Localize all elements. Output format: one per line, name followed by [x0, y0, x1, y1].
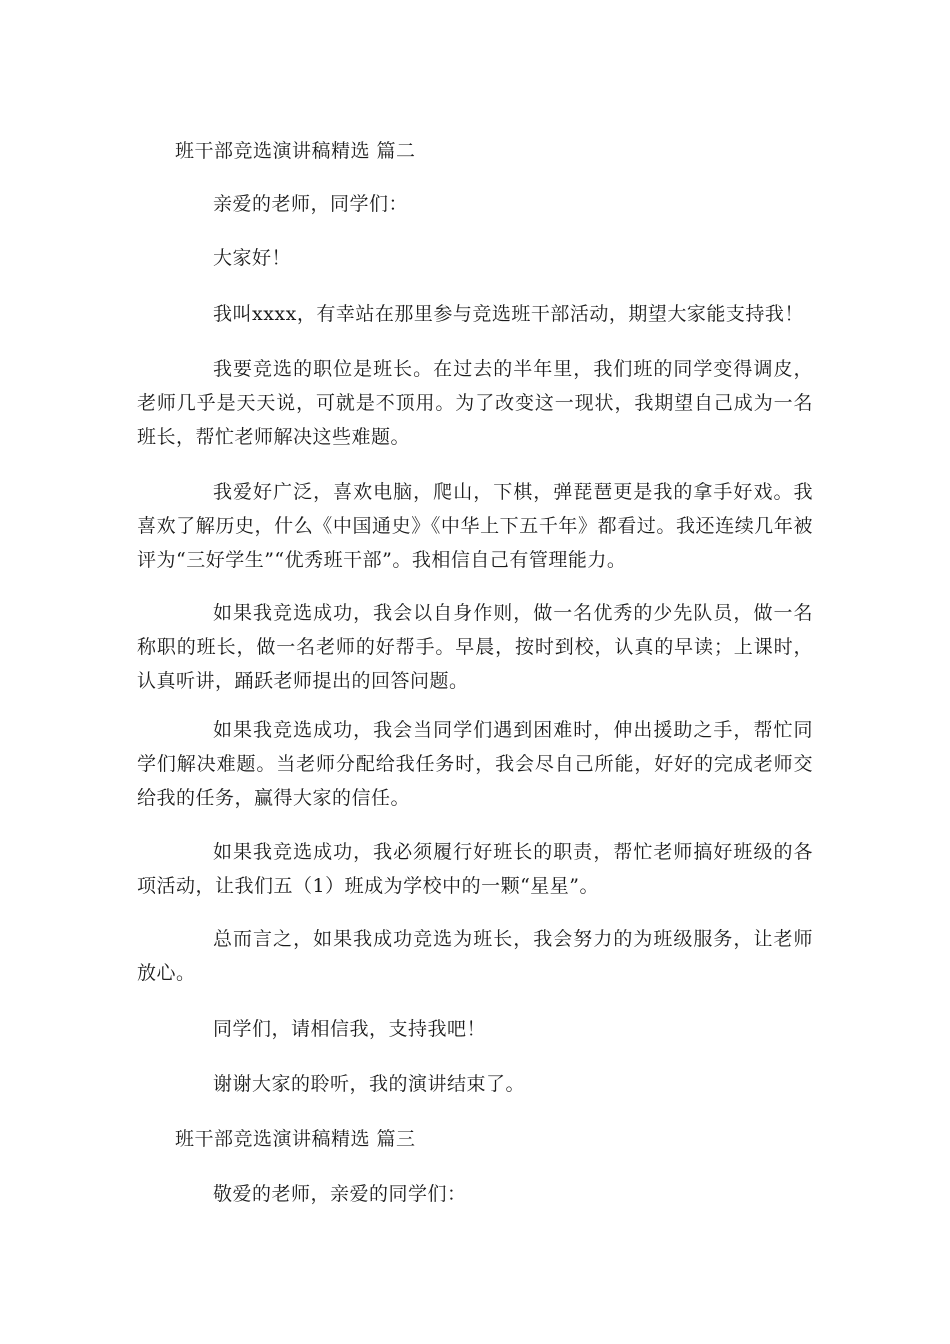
- greeting-section-3: 敬爱的老师，亲爱的同学们：: [213, 1183, 467, 1205]
- section-2-title: 班干部竞选演讲稿精选 篇二: [175, 140, 416, 162]
- paragraph-support: 同学们，请相信我，支持我吧！: [213, 1018, 487, 1040]
- paragraph-summary: 总而言之，如果我成功竞选为班长，我会努力的为班级服务，让老师放心。: [137, 928, 813, 984]
- paragraph-promise-1: 如果我竞选成功，我会以自身作则，做一名优秀的少先队员，做一名称职的班长，做一名老师的好帮手。早晨，按时到校，认真的早读；上课时，认真听讲，踊跃老师提出的回答问题。: [137, 602, 813, 692]
- section-3-title: 班干部竞选演讲稿精选 篇三: [175, 1128, 416, 1150]
- greeting: 亲爱的老师，同学们：: [213, 193, 409, 215]
- paragraph-thanks: 谢谢大家的聆听，我的演讲结束了。: [213, 1073, 526, 1095]
- hello-line: 大家好！: [213, 247, 292, 269]
- paragraph-hobbies: 我爱好广泛，喜欢电脑，爬山，下棋，弹琵琶更是我的拿手好戏。我喜欢了解历史，什么《中国通史》《中华上下五千年》都看过。我还连续几年被评为“三好学生”“优秀班干部”。我相信自己有管理能力。: [137, 481, 813, 571]
- paragraph-promise-2: 如果我竞选成功，我会当同学们遇到困难时，伸出援助之手，帮忙同学们解决难题。当老师分配给我任务时，我会尽自己所能，好好的完成老师交给我的任务，赢得大家的信任。: [137, 719, 813, 809]
- paragraph-intro: 我叫xxxx，有幸站在那里参与竞选班干部活动，期望大家能支持我！: [213, 303, 804, 325]
- paragraph-position: 我要竞选的职位是班长。在过去的半年里，我们班的同学变得调皮，老师几乎是天天说，可就是不顶用。为了改变这一现状，我期望自己成为一名班长，帮忙老师解决这些难题。: [137, 358, 813, 448]
- paragraph-promise-3: 如果我竞选成功，我必须履行好班长的职责，帮忙老师搞好班级的各项活动，让我们五（1）班成为学校中的一颗“星星”。: [137, 841, 813, 897]
